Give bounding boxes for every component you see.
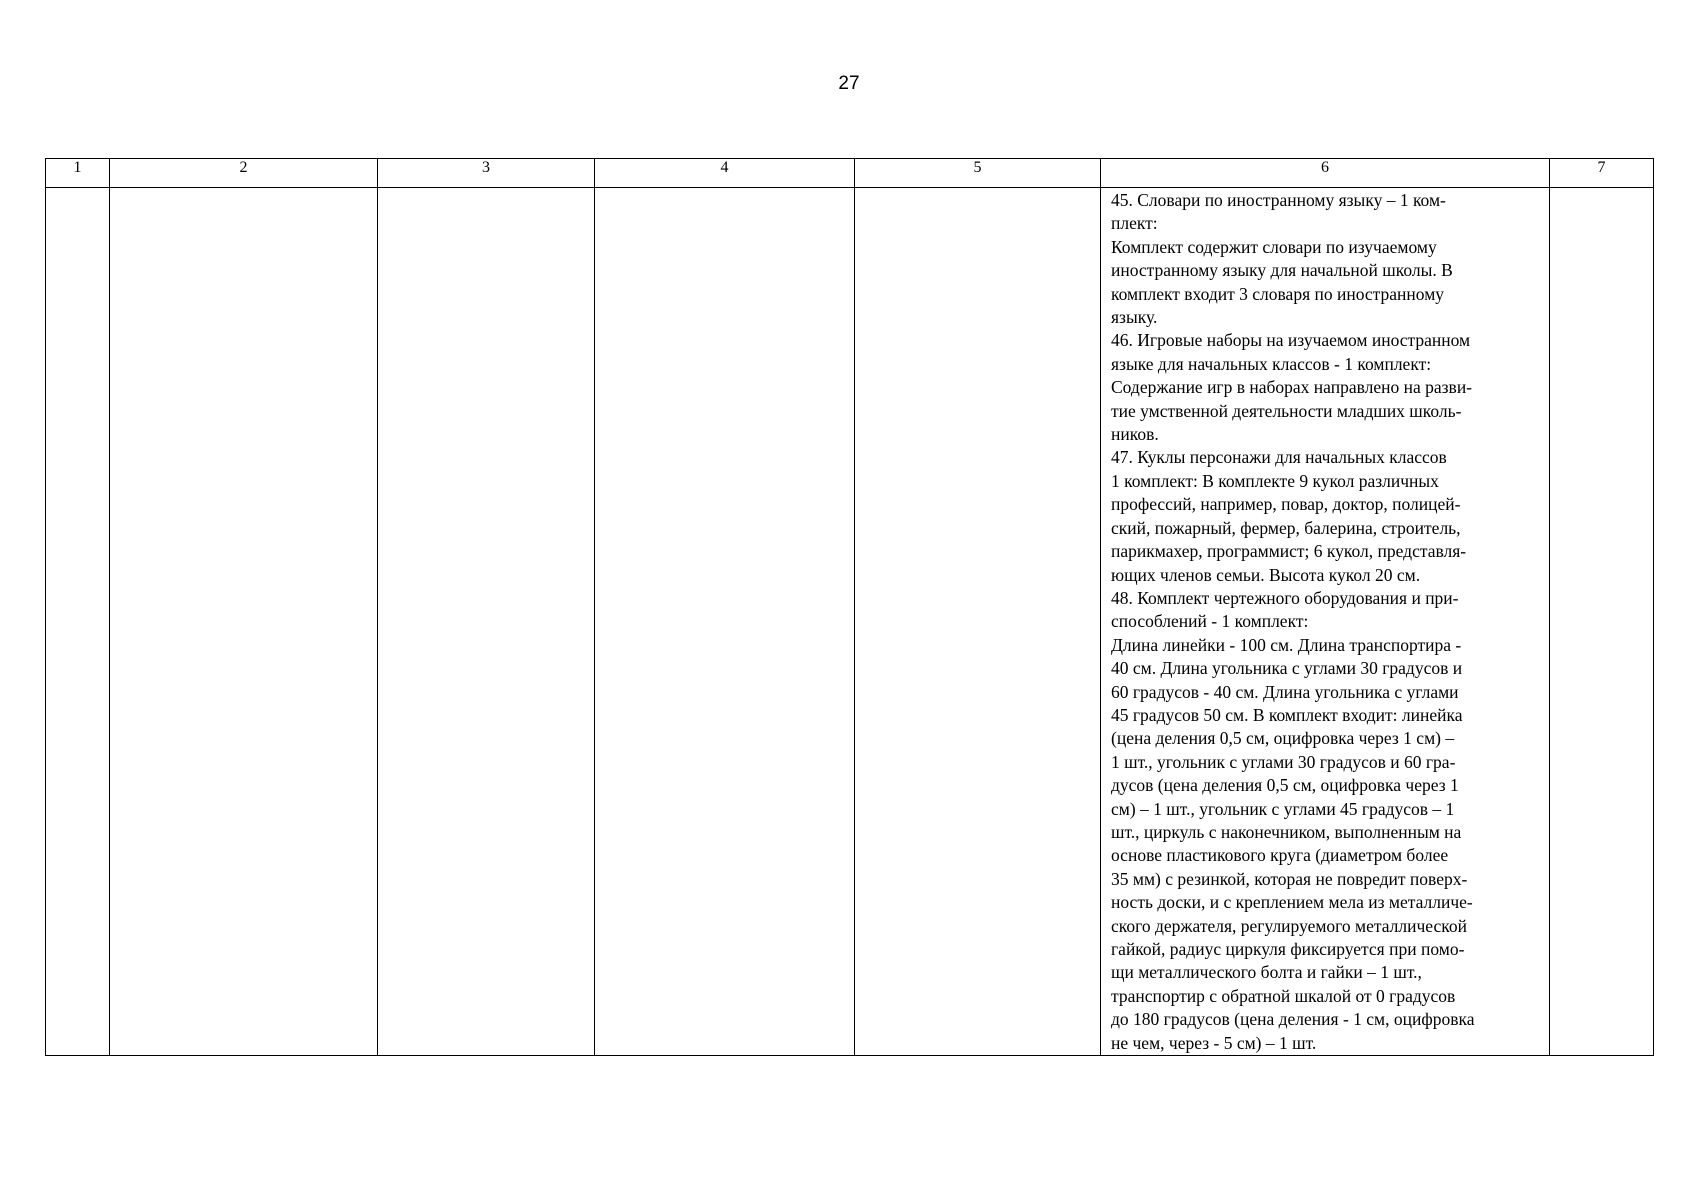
- cell-col-2: [110, 188, 378, 1056]
- description-line: Комплект содержит словари по изучаемому: [1111, 236, 1437, 257]
- description-line: дусов (цена деления 0,5 см, оцифровка через 1: [1111, 775, 1459, 796]
- description-line: ского держателя, регулируемого металлической: [1111, 915, 1467, 936]
- description-line: ников.: [1111, 424, 1159, 445]
- description-line: транспортир с обратной шкалой от 0 градусов: [1111, 985, 1456, 1006]
- cell-col-6-description: [1101, 188, 1550, 1056]
- description-line: Содержание игр в наборах направлено на разви-: [1111, 377, 1473, 398]
- description-line: 47. Куклы персонажи для начальных классов: [1111, 447, 1447, 468]
- description-line: не чем, через - 5 см) – 1 шт.: [1111, 1032, 1317, 1053]
- description-line: 60 градусов - 40 см. Длина угольника с углами: [1111, 681, 1459, 702]
- table-row: [46, 188, 1654, 1056]
- column-header-6: 6: [1101, 159, 1550, 188]
- description-line: комплект входит 3 словаря по иностранному: [1111, 283, 1445, 304]
- description-line: (цена деления 0,5 см, оцифровка через 1 см) –: [1111, 728, 1455, 749]
- description-line: ский, пожарный, фермер, балерина, строитель,: [1111, 517, 1461, 538]
- cell-col-1: [46, 188, 110, 1056]
- column-header-7: 7: [1550, 159, 1654, 188]
- page-number: 27: [838, 73, 860, 94]
- description-line: 46. Игровые наборы на изучаемом иностранном: [1111, 330, 1471, 351]
- cell-col-5: [855, 188, 1101, 1056]
- cell-col-3: [378, 188, 595, 1056]
- description-line: 35 мм) с резинкой, которая не повредит поверх-: [1111, 868, 1468, 889]
- description-line: до 180 градусов (цена деления - 1 см, оцифровка: [1111, 1009, 1475, 1030]
- description-line: тие умственной деятельности младших школь-: [1111, 400, 1462, 421]
- description-line: языке для начальных классов - 1 комплект:: [1111, 353, 1432, 374]
- description-line: 45 градусов 50 см. В комплект входит: линейка: [1111, 704, 1463, 725]
- cell-col-4: [595, 188, 855, 1056]
- column-header-4: 4: [595, 159, 855, 188]
- description-line: профессий, например, повар, доктор, полицей-: [1111, 494, 1461, 515]
- description-line: Длина линейки - 100 см. Длина транспортира -: [1111, 634, 1462, 655]
- cell-col-7: [1550, 188, 1654, 1056]
- description-line: шт., циркуль с наконечником, выполненным на: [1111, 821, 1462, 842]
- description-line: ющих членов семьи. Высота кукол 20 см.: [1111, 564, 1421, 585]
- description-line: щи металлического болта и гайки – 1 шт.,: [1111, 962, 1422, 983]
- table-header-row: [46, 159, 1654, 188]
- description-line: языку.: [1111, 307, 1158, 328]
- column-header-5: 5: [855, 159, 1101, 188]
- description-line: 1 комплект: В комплекте 9 кукол различных: [1111, 470, 1439, 491]
- description-line: см) – 1 шт., угольник с углами 45 градусов – 1: [1111, 798, 1455, 819]
- description-line: ность доски, и с креплением мела из металличе-: [1111, 892, 1473, 913]
- column-header-3: 3: [378, 159, 595, 188]
- description-line: 40 см. Длина угольника с углами 30 градусов и: [1111, 658, 1463, 679]
- description-line: 45. Словари по иностранному языку – 1 ком-: [1111, 190, 1446, 210]
- description-line: способлений - 1 комплект:: [1111, 611, 1309, 632]
- description-line: 1 шт., угольник с углами 30 градусов и 60 гра-: [1111, 751, 1456, 772]
- description-line: основе пластикового круга (диаметром более: [1111, 845, 1449, 866]
- column-header-2: 2: [110, 159, 378, 188]
- description-line: плект:: [1111, 213, 1158, 234]
- description-line: гайкой, радиус циркуля фиксируется при помо-: [1111, 939, 1465, 959]
- specification-table: [45, 158, 1654, 1056]
- description-line: парикмахер, программист; 6 кукол, представля-: [1111, 541, 1467, 562]
- description-line: 48. Комплект чертежного оборудования и при-: [1111, 587, 1459, 608]
- description-line: иностранному языку для начальной школы. В: [1111, 260, 1453, 281]
- column-header-1: 1: [46, 159, 110, 188]
